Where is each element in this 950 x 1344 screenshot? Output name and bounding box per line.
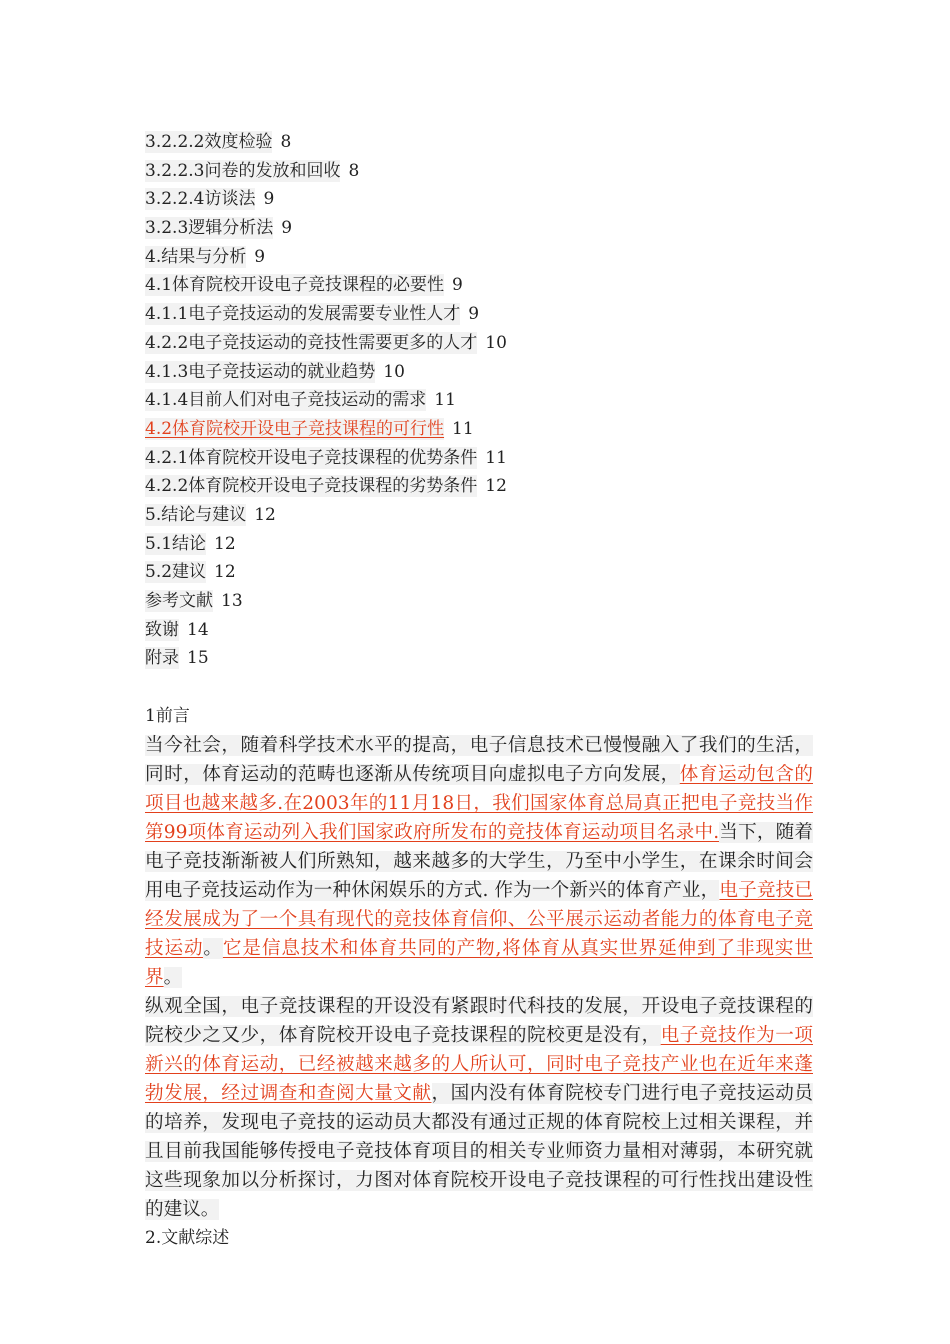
para1-punct-1: 。 bbox=[203, 938, 223, 959]
toc-entry-title: 3.2.2.2效度检验 bbox=[145, 132, 273, 152]
toc-entry-page: 12 bbox=[214, 533, 236, 554]
toc-entry-title: 4.2.2体育院校开设电子竞技课程的劣势条件 bbox=[145, 476, 478, 497]
toc-entry[interactable] bbox=[145, 358, 825, 387]
toc-entry-page: 11 bbox=[485, 447, 507, 468]
para1-punct-2: 。 bbox=[163, 967, 183, 988]
toc-entry[interactable] bbox=[145, 157, 825, 186]
table-of-contents bbox=[145, 128, 825, 673]
toc-entry-page: 11 bbox=[434, 390, 456, 411]
toc-entry-page: 8 bbox=[348, 160, 360, 181]
toc-entry-title: 4.2体育院校开设电子竞技课程的可行性 bbox=[145, 418, 445, 439]
toc-entry[interactable] bbox=[145, 415, 825, 444]
toc-entry-page: 12 bbox=[485, 476, 507, 497]
toc-entry[interactable] bbox=[145, 329, 825, 358]
toc-entry-title: 5.结论与建议 bbox=[145, 504, 247, 525]
toc-entry-page: 9 bbox=[263, 189, 275, 210]
toc-entry-title: 致谢 bbox=[145, 619, 179, 640]
toc-entry[interactable] bbox=[145, 444, 825, 473]
para2-sentence-1: 纵观全国，电子竞技课程的开设没有紧跟时代科技的发展，开设电子竞技课程的院校少之又少，体育院校开设电子竞技课程的院校更是没有， bbox=[145, 996, 813, 1046]
toc-entry-page: 10 bbox=[383, 361, 405, 382]
toc-entry[interactable] bbox=[145, 185, 825, 214]
toc-entry[interactable] bbox=[145, 558, 825, 587]
toc-entry[interactable] bbox=[145, 587, 825, 616]
para1-highlight-3: 它是信息技术和体育共同的产物,将体育从真实世界延伸到了非现实世界 bbox=[145, 938, 813, 988]
para1-highlight-2: 电子竞技已经发展成为了一个具有现代的竞技体育信仰、公平展示运动者能力的体育电子竞技运动 bbox=[145, 880, 813, 959]
toc-entry-page: 9 bbox=[452, 275, 463, 296]
body-text bbox=[145, 702, 813, 1253]
toc-entry-page: 9 bbox=[468, 304, 480, 325]
toc-entry-title: 3.2.2.4访谈法 bbox=[145, 189, 256, 210]
toc-entry-page: 12 bbox=[214, 562, 236, 583]
toc-entry[interactable] bbox=[145, 501, 825, 530]
toc-entry-title: 4.1体育院校开设电子竞技课程的必要性 bbox=[145, 275, 445, 296]
toc-entry-page: 14 bbox=[187, 619, 209, 640]
para1-sentence-1: 当今社会，随着科学技术水平的提高，电子信息技术已慢慢融入了我们的生活，同时，体育运动的范畴也逐渐从传统项目向虚拟电子方向发展， bbox=[145, 735, 813, 785]
toc-entry[interactable] bbox=[145, 214, 825, 243]
toc-entry-page: 9 bbox=[281, 218, 293, 239]
toc-entry-title: 4.2.2电子竞技运动的竞技性需要更多的人才 bbox=[145, 332, 478, 353]
toc-entry[interactable] bbox=[145, 271, 825, 300]
toc-entry-page: 15 bbox=[187, 648, 209, 669]
toc-entry[interactable] bbox=[145, 300, 825, 329]
toc-entry[interactable] bbox=[145, 386, 825, 415]
toc-entry-title: 4.2.1体育院校开设电子竞技课程的优势条件 bbox=[145, 447, 478, 468]
toc-entry-page: 10 bbox=[485, 332, 507, 353]
toc-entry-title: 4.1.4目前人们对电子竞技运动的需求 bbox=[145, 390, 427, 411]
toc-entry-page: 9 bbox=[254, 246, 266, 267]
toc-entry-page: 13 bbox=[221, 591, 243, 611]
toc-entry-title: 5.1结论 bbox=[145, 533, 207, 554]
toc-entry[interactable] bbox=[145, 128, 825, 157]
toc-entry-title: 4.1.3电子竞技运动的就业趋势 bbox=[145, 361, 376, 382]
toc-entry-title: 附录 bbox=[145, 648, 179, 669]
para2-highlight-1: 电子竞技作为一项新兴的体育运动，已经被越来越多的人所认可，同时电子竞技产业也在近年来蓬勃发展，经过调查和查阅大量文献 bbox=[145, 1025, 813, 1104]
intro-heading: 1前言 bbox=[145, 706, 190, 726]
toc-entry-page: 8 bbox=[280, 132, 292, 152]
toc-entry[interactable] bbox=[145, 243, 825, 272]
toc-entry-title: 4.1.1电子竞技运动的发展需要专业性人才 bbox=[145, 304, 461, 325]
toc-entry[interactable] bbox=[145, 530, 825, 559]
toc-entry-title: 4.结果与分析 bbox=[145, 246, 247, 267]
toc-entry-title: 3.2.3逻辑分析法 bbox=[145, 218, 274, 239]
para1-highlight-1: 体育运动包含的项目也越来越多.在2003年的11月18日，我们国家体育总局真正把电子竞技当作第99项体育运动列入我们国家政府所发布的竞技体育运动项目名录中. bbox=[145, 764, 813, 843]
intro-paragraph-1 bbox=[145, 731, 813, 992]
para1-sentence-2: 当下，随着电子竞技渐渐被人们所熟知，越来越多的大学生，乃至中小学生，在课余时间会用电子竞技运动作为一种休闲娱乐的方式. 作为一个新兴的体育产业， bbox=[145, 822, 813, 901]
toc-entry-title: 参考文献 bbox=[145, 591, 213, 611]
section2-heading: 2.文献综述 bbox=[145, 1228, 230, 1248]
para2-sentence-2: ，国内没有体育院校专门进行电子竞技运动员的培养，发现电子竞技的运动员大都没有通过正规的体育院校上过相关课程，并且目前我国能够传授电子竞技体育项目的相关专业师资力量相对薄弱，本研究就这些现象加以分析探讨，力图对体育院校开设电子竞技课程的可行性找出建设性的建议。 bbox=[145, 1083, 813, 1220]
toc-entry-title: 5.2建议 bbox=[145, 562, 207, 583]
toc-entry[interactable] bbox=[145, 644, 825, 673]
toc-entry-page: 12 bbox=[254, 504, 276, 525]
toc-entry[interactable] bbox=[145, 472, 825, 501]
toc-entry[interactable] bbox=[145, 616, 825, 645]
toc-entry-title: 3.2.2.3问卷的发放和回收 bbox=[145, 160, 341, 181]
intro-paragraph-2 bbox=[145, 992, 813, 1224]
toc-entry-page: 11 bbox=[452, 418, 474, 439]
